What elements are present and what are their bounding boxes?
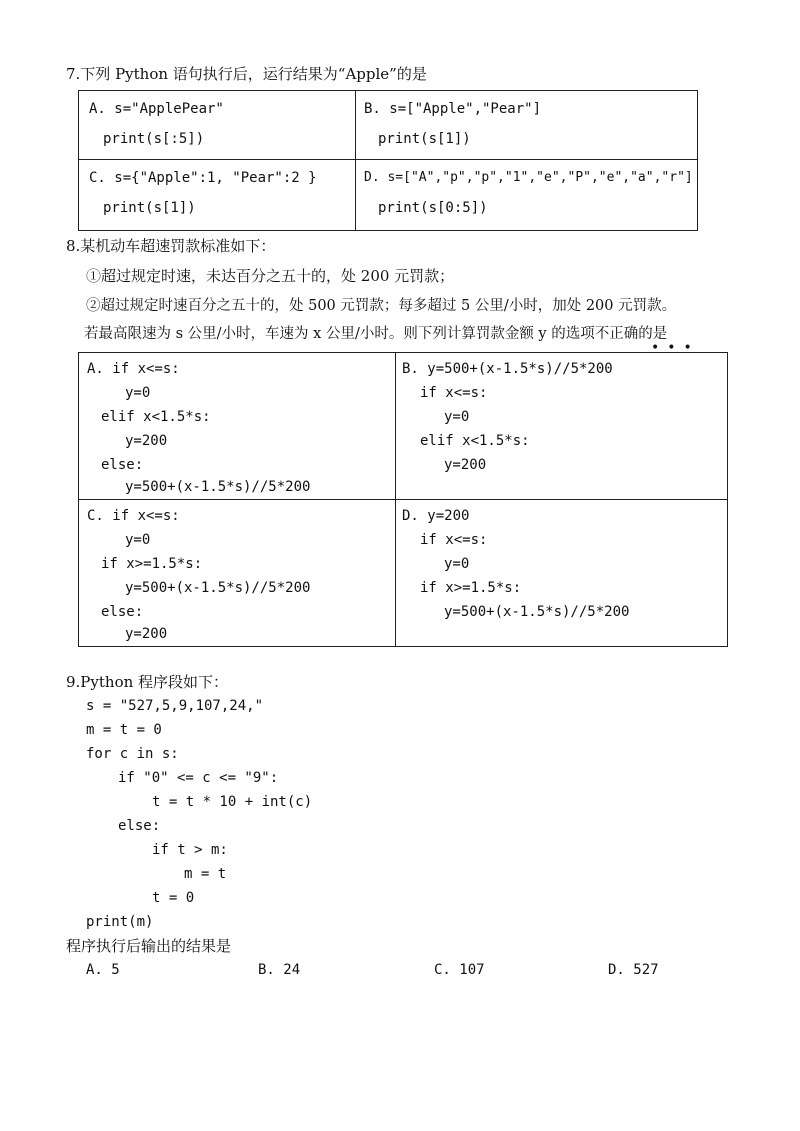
q9-code-line9: t = 0 (152, 890, 195, 906)
q8-a-line6: y=500+(x-1.5*s)//5*200 (125, 479, 311, 495)
q9-option-c[interactable]: C. 107 (434, 962, 485, 978)
q8-c-line2: y=0 (125, 532, 151, 548)
q8-a-line3: elif x<1.5*s: (101, 409, 211, 425)
q9-stem: 程序执行后输出的结果是 (66, 937, 232, 955)
q8-a-line2: y=0 (125, 385, 151, 401)
q8-rule1: ①超过规定时速，未达百分之五十的，处 200 元罚款； (86, 267, 455, 285)
q8-stem: 若最高限速为 s 公里/小时，车速为 x 公里/小时。则下列计算罚款金额 y 的选项不正确的是 (84, 326, 668, 342)
q7-c-line1: C. s={"Apple":1, "Pear":2 } (89, 170, 317, 186)
q7-option-b[interactable] (356, 91, 698, 160)
q9-code-line8: m = t (184, 866, 227, 882)
q8-options-table (78, 352, 728, 647)
q7-d-line1: D. s=["A","p","p","1","e","P","e","a","r"] (364, 170, 693, 185)
q8-a-line4: y=200 (125, 433, 168, 449)
q8-d-line4: if x>=1.5*s: (420, 580, 522, 596)
q7-title: 7.下列 Python 语句执行后，运行结果为“Apple”的是 (66, 65, 427, 83)
q9-code-line3: for c in s: (86, 746, 179, 762)
q8-d-line5: y=500+(x-1.5*s)//5*200 (444, 604, 630, 620)
q8-option-d[interactable] (396, 500, 728, 647)
q7-option-d[interactable] (356, 160, 698, 231)
q7-b-line2: print(s[1]) (378, 131, 471, 147)
q9-code-line1: s = "527,5,9,107,24," (86, 698, 264, 714)
q8-d-line2: if x<=s: (420, 532, 488, 548)
q8-option-a[interactable] (79, 353, 396, 500)
q8-option-b[interactable] (396, 353, 728, 500)
q9-option-a[interactable]: A. 5 (86, 962, 120, 978)
q8-c-line6: y=200 (125, 626, 168, 642)
q8-c-line1: C. if x<=s: (87, 508, 180, 524)
q8-title: 8.某机动车超速罚款标准如下： (66, 237, 276, 255)
q7-b-line1: B. s=["Apple","Pear"] (364, 101, 542, 117)
q8-c-line4: y=500+(x-1.5*s)//5*200 (125, 580, 311, 596)
q9-code-line6: else: (118, 818, 161, 834)
q8-d-line3: y=0 (444, 556, 470, 572)
q8-b-line3: y=0 (444, 409, 470, 425)
emphasis-dots: ••• (651, 340, 700, 356)
q8-option-c[interactable] (79, 500, 396, 647)
q8-c-line5: else: (101, 604, 144, 620)
q8-a-line5: else: (101, 457, 144, 473)
q7-option-a[interactable] (79, 91, 356, 160)
q9-title: 9.Python 程序段如下： (66, 673, 229, 691)
q9-code-line5: t = t * 10 + int(c) (152, 794, 313, 810)
q7-d-line2: print(s[0:5]) (378, 200, 488, 216)
q9-code-line7: if t > m: (152, 842, 228, 858)
q8-rule2: ②超过规定时速百分之五十的，处 500 元罚款；每多超过 5 公里/小时，加处 200 元罚款。 (86, 298, 677, 314)
q9-code-line10: print(m) (86, 914, 154, 930)
q7-options-table (78, 90, 698, 231)
q8-d-line1: D. y=200 (402, 508, 470, 524)
q7-a-line2: print(s[:5]) (103, 131, 205, 147)
q9-code-line4: if "0" <= c <= "9": (118, 770, 279, 786)
q9-code-line2: m = t = 0 (86, 722, 162, 738)
q7-option-c[interactable] (79, 160, 356, 231)
q9-option-d[interactable]: D. 527 (608, 962, 659, 978)
q8-b-line4: elif x<1.5*s: (420, 433, 530, 449)
q7-c-line2: print(s[1]) (103, 200, 196, 216)
q8-b-line2: if x<=s: (420, 385, 488, 401)
q7-a-line1: A. s="ApplePear" (89, 101, 224, 117)
q8-c-line3: if x>=1.5*s: (101, 556, 203, 572)
q8-b-line5: y=200 (444, 457, 487, 473)
q9-option-b[interactable]: B. 24 (258, 962, 301, 978)
q8-a-line1: A. if x<=s: (87, 361, 180, 377)
q8-b-line1: B. y=500+(x-1.5*s)//5*200 (402, 361, 613, 377)
